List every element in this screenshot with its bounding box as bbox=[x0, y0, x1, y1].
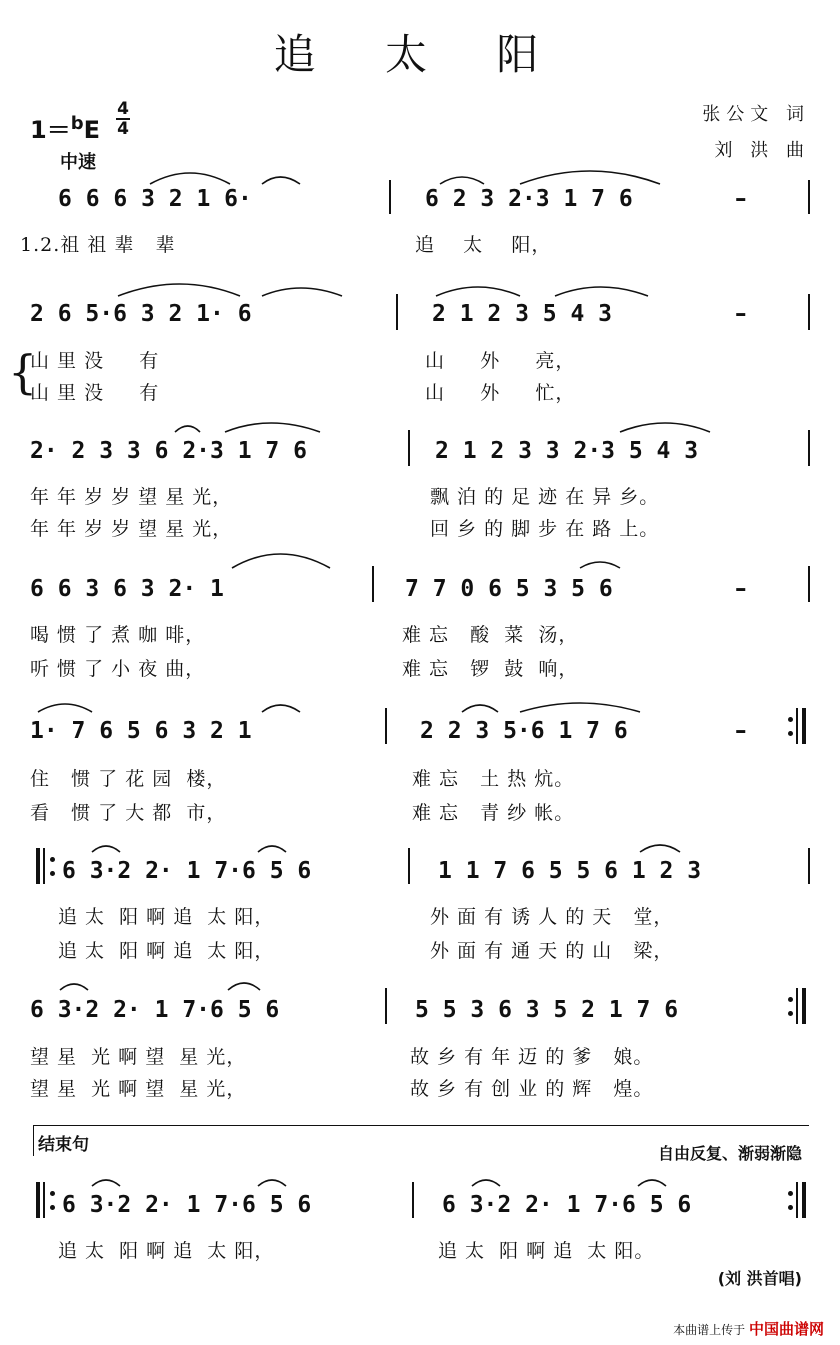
lyric-row7-b1: 故 乡 有 年 迈 的 爹 娘。 bbox=[410, 1046, 654, 1068]
ending-label: 结束句 bbox=[38, 1135, 89, 1155]
slur-arc bbox=[38, 704, 92, 712]
lyric-row5-a1: 住 惯 了 花 园 楼， bbox=[30, 768, 227, 790]
footer-text: 本曲谱上传于 bbox=[673, 1323, 746, 1337]
lyric-row2-b1: 山 外 亮， bbox=[425, 350, 576, 372]
lyric-row3-b2: 回 乡 的 脚 步 在 路 上。 bbox=[430, 518, 660, 540]
notes-row4-m1: 6 6 3 6 3 2· 1 bbox=[30, 576, 224, 602]
lyric-row3-a2: 年 年 岁 岁 望 星 光， bbox=[30, 518, 233, 540]
lyric-row4-b2: 难 忘 锣 鼓 响， bbox=[402, 658, 579, 680]
lyric-row1-b: 追 太 阳， bbox=[415, 234, 552, 256]
key-prefix: 1＝ bbox=[30, 116, 71, 144]
slur-arc bbox=[440, 177, 484, 184]
notes-row3-m1: 2· 2 3 3 6 2·3 1 7 6 bbox=[30, 438, 307, 464]
slur-arc bbox=[258, 1180, 286, 1186]
meter-top: 4 bbox=[117, 99, 129, 119]
lyric-row6-a2: 追 太 阳 啊 追 太 阳， bbox=[58, 940, 275, 962]
slur-arc bbox=[640, 845, 680, 852]
lyric-row5-a2: 看 惯 了 大 都 市， bbox=[30, 802, 227, 824]
slur-arc bbox=[638, 1180, 666, 1186]
slur-arc bbox=[92, 1180, 120, 1186]
lyric-row6-b2: 外 面 有 通 天 的 山 梁， bbox=[430, 940, 674, 962]
notes-row7-m2: 5 5 3 6 3 5 2 1 7 6 bbox=[415, 997, 679, 1023]
lyric-row6-a1: 追 太 阳 啊 追 太 阳， bbox=[58, 906, 275, 928]
lyric-row7-a1: 望 星 光 啊 望 星 光， bbox=[30, 1046, 247, 1068]
song-title: 追 太 阳 bbox=[273, 30, 567, 79]
slur-arc bbox=[60, 984, 88, 990]
notes-row4-m2: 7 7 0 6 5 3 5 6 bbox=[405, 576, 613, 602]
notes-row8-m2: 6 3·2 2· 1 7·6 5 6 bbox=[442, 1192, 692, 1218]
slur-arc bbox=[92, 846, 120, 852]
notes-row2-m2: 2 1 2 3 5 4 3 bbox=[432, 301, 613, 327]
notes-row8-m1: 6 3·2 2· 1 7·6 5 6 bbox=[62, 1192, 312, 1218]
lyric-row4-a1: 喝 惯 了 煮 咖 啡， bbox=[30, 624, 206, 646]
notes-row1-m1: 6 6 6 3 2 1 6· bbox=[58, 186, 252, 212]
slur-arc bbox=[436, 287, 520, 296]
notes-row6-m1: 6 3·2 2· 1 7·6 5 6 bbox=[62, 858, 312, 884]
slur-arc bbox=[262, 705, 300, 712]
meter-bottom: 4 bbox=[117, 119, 129, 139]
singer-credit: (刘 洪首唱) bbox=[717, 1269, 802, 1288]
lyric-row6-b1: 外 面 有 诱 人 的 天 堂， bbox=[430, 906, 674, 928]
slur-arc bbox=[262, 288, 342, 296]
sustain-dash: – bbox=[735, 186, 747, 212]
lyric-row3-b1: 飘 泊 的 足 迹 在 异 乡。 bbox=[430, 486, 660, 508]
lyric-row5-b1: 难 忘 土 热 炕。 bbox=[412, 768, 575, 790]
slur-arc bbox=[232, 554, 330, 568]
verse-brace: { bbox=[8, 345, 38, 399]
tempo-marking: 中速 bbox=[60, 152, 96, 173]
site-logo[interactable]: 中国曲谱网 bbox=[748, 1320, 824, 1338]
notes-row5-m2: 2 2 3 5·6 1 7 6 bbox=[420, 718, 628, 744]
lyric-row3-a1: 年 年 岁 岁 望 星 光， bbox=[30, 486, 233, 508]
lyric-row5-b2: 难 忘 青 纱 帐。 bbox=[412, 802, 575, 824]
lyric-row1-a: 1.2.祖 祖 辈 辈 bbox=[20, 234, 176, 256]
notes-row5-m1: 1· 7 6 5 6 3 2 1 bbox=[30, 718, 252, 744]
slur-arc bbox=[228, 983, 260, 990]
lyric-row7-b2: 故 乡 有 创 业 的 辉 煌。 bbox=[410, 1078, 654, 1100]
slur-arc bbox=[520, 171, 660, 184]
notes-row7-m1: 6 3·2 2· 1 7·6 5 6 bbox=[30, 997, 280, 1023]
composer-credit: 刘 洪 曲 bbox=[714, 140, 810, 161]
lyric-row4-b1: 难 忘 酸 菜 汤， bbox=[402, 624, 579, 646]
slur-arc bbox=[620, 423, 710, 432]
slur-arc bbox=[225, 423, 320, 432]
lyric-row2-a1: 山 里 没 有 bbox=[30, 350, 160, 372]
key-note: E bbox=[83, 116, 100, 144]
notes-row3-m2: 2 1 2 3 3 2·3 5 4 3 bbox=[435, 438, 699, 464]
notes-row1-m2: 6 2 3 2·3 1 7 6 bbox=[425, 186, 633, 212]
notes-row6-m2: 1 1 7 6 5 5 6 1 2 3 bbox=[438, 858, 702, 884]
slur-arc bbox=[150, 173, 230, 184]
lyric-row8-b: 追 太 阳 啊 追 太 阳。 bbox=[438, 1240, 655, 1262]
slur-arc bbox=[462, 705, 498, 712]
lyric-row4-a2: 听 惯 了 小 夜 曲， bbox=[30, 658, 206, 680]
lyric-row2-b2: 山 外 忙， bbox=[425, 382, 576, 404]
flat-sign: b bbox=[70, 113, 84, 134]
sustain-dash: – bbox=[735, 301, 747, 327]
notes-row2-m1: 2 6 5·6 3 2 1· 6 bbox=[30, 301, 252, 327]
slur-arc bbox=[472, 1180, 500, 1186]
lyricist-credit: 张公文 词 bbox=[702, 104, 810, 125]
slur-arc bbox=[555, 287, 648, 296]
slur-arc bbox=[175, 426, 200, 432]
slur-arc bbox=[262, 177, 300, 184]
lyric-row7-a2: 望 星 光 啊 望 星 光， bbox=[30, 1078, 247, 1100]
lyric-row8-a: 追 太 阳 啊 追 太 阳， bbox=[58, 1240, 275, 1262]
sustain-dash: – bbox=[735, 718, 747, 744]
slur-arc bbox=[580, 562, 620, 568]
slur-arc bbox=[520, 703, 640, 712]
slur-arc bbox=[118, 284, 240, 296]
sustain-dash: – bbox=[735, 576, 747, 602]
slur-arc bbox=[258, 846, 286, 852]
lyric-row2-a2: 山 里 没 有 bbox=[30, 382, 160, 404]
ending-instruction: 自由反复、渐弱渐隐 bbox=[657, 1144, 802, 1163]
